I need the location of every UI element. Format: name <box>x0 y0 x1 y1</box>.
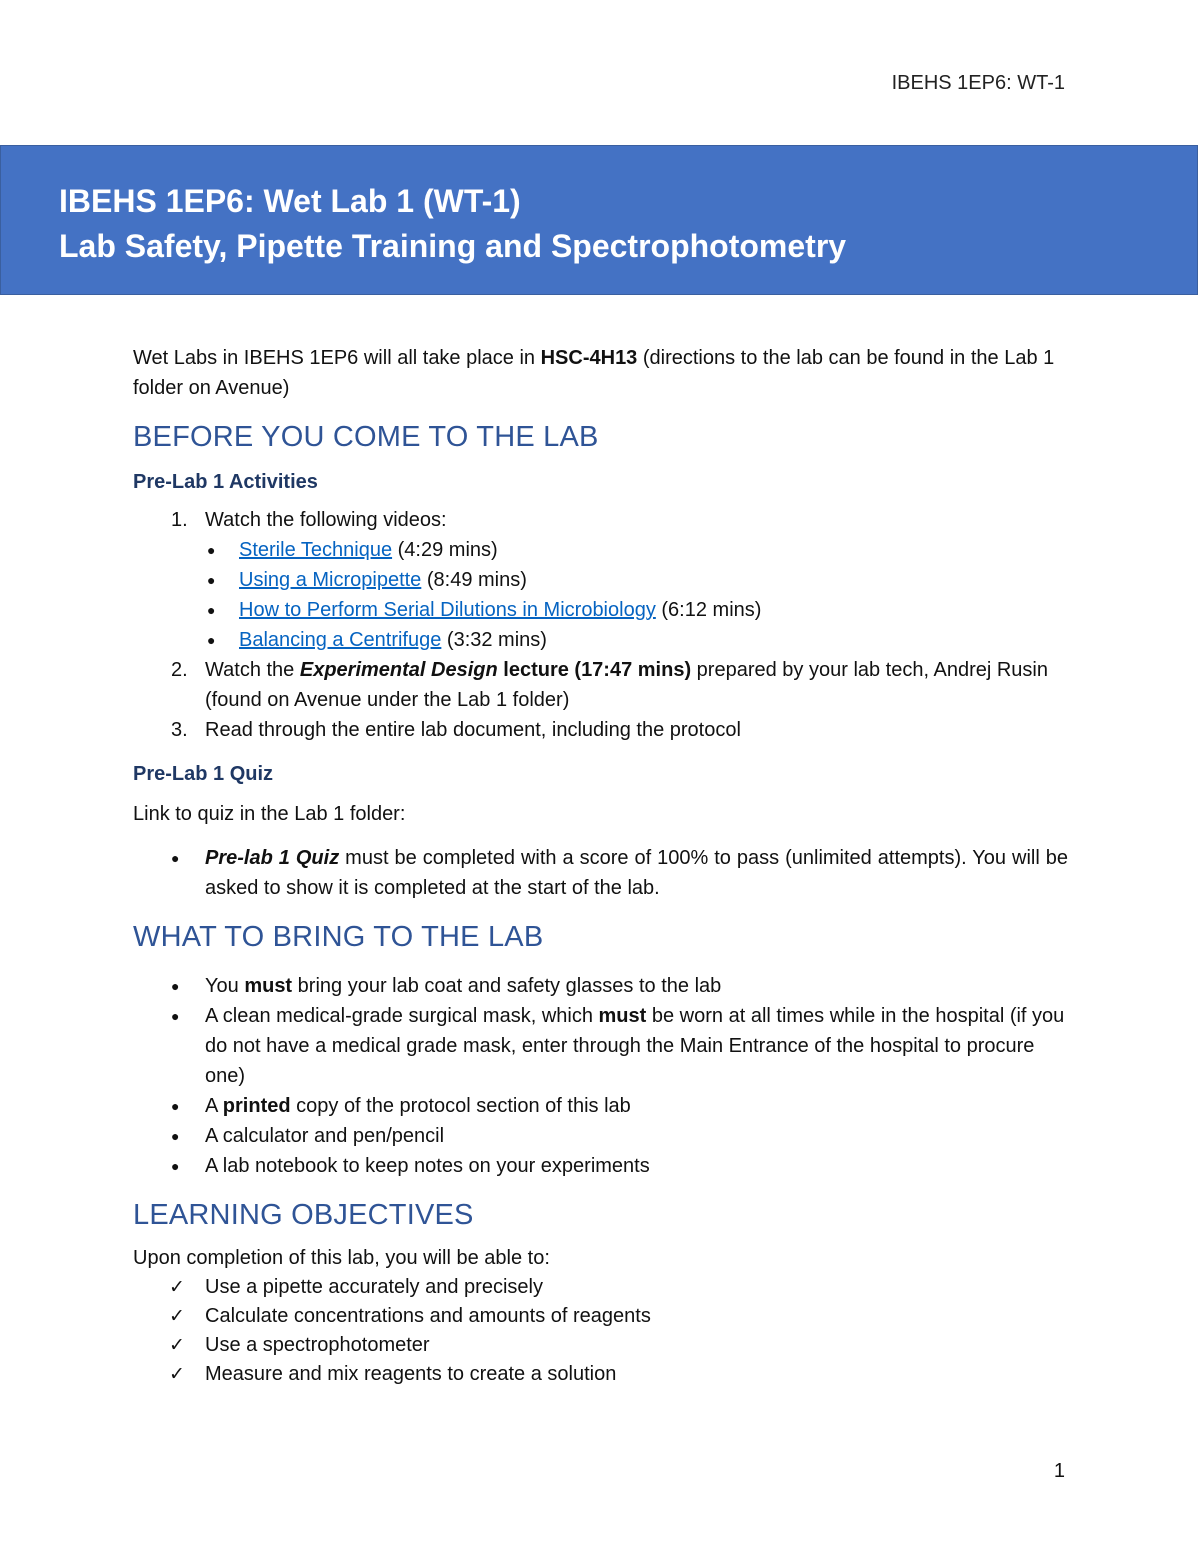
video-duration: (8:49 mins) <box>421 569 527 591</box>
lecture-title: Experimental Design <box>299 659 498 681</box>
quiz-list <box>133 843 1068 903</box>
video-item <box>205 565 1068 595</box>
step-text: Read through the entire lab document, including the protocol <box>205 719 741 741</box>
quiz-name: Pre-lab 1 Quiz <box>205 847 340 869</box>
document-body <box>133 343 1068 1389</box>
running-header: IBEHS 1EP6: WT-1 <box>891 72 1065 94</box>
step-number: 1. <box>171 509 188 531</box>
document-title: IBEHS 1EP6: Wet Lab 1 (WT-1) <box>59 183 521 219</box>
video-duration: (3:32 mins) <box>441 629 547 651</box>
step-item <box>133 505 1068 655</box>
quiz-intro: Link to quiz in the Lab 1 folder: <box>133 803 406 825</box>
check-icon: ✓ <box>169 1306 185 1327</box>
lab-room: HSC-4H13 <box>540 347 638 369</box>
bring-item: ● A clean medical-grade surgical mask, which must be worn at all times while in the hospital (if you do not have a medical grade mask, enter through the Main Entrance of the hospital to procure one) <box>133 1001 1068 1091</box>
bullet-icon: ● <box>207 572 216 588</box>
video-link-sterile-technique[interactable]: Sterile Technique <box>239 539 393 561</box>
objective-item: ✓ Measure and mix reagents to create a solution <box>133 1360 1068 1389</box>
bullet-icon: ● <box>207 542 216 558</box>
video-item <box>205 625 1068 655</box>
page-number: 1 <box>1053 1460 1065 1482</box>
objective-item: ✓ Use a spectrophotometer <box>133 1331 1068 1360</box>
bullet-icon: ● <box>207 632 216 648</box>
bring-item: ● A calculator and pen/pencil <box>133 1121 1068 1151</box>
step-item <box>133 715 1068 745</box>
prelab-quiz-heading: Pre-Lab 1 Quiz <box>133 763 274 785</box>
step-item: 2. Watch the Experimental Design lecture (17:47 mins) prepared by your lab tech, Andrej Rusin (found on Avenue under the Lab 1 folder) <box>133 655 1068 715</box>
bring-list <box>133 971 1068 1181</box>
bullet-icon: ● <box>171 1158 180 1174</box>
title-banner <box>0 145 1198 295</box>
intro-paragraph: Wet Labs in IBEHS 1EP6 will all take place in HSC-4H13 (directions to the lab can be found in the Lab 1 folder on Avenue) <box>133 347 1055 399</box>
document-subtitle: Lab Safety, Pipette Training and Spectrophotometry <box>59 228 847 264</box>
bring-heading: WHAT TO BRING TO THE LAB <box>133 921 544 953</box>
step-text: Watch the following videos: <box>205 509 447 531</box>
bullet-icon: ● <box>171 1008 180 1024</box>
video-item <box>205 595 1068 625</box>
step-number: 2. <box>171 659 188 681</box>
step-number: 3. <box>171 719 188 741</box>
check-icon: ✓ <box>169 1277 185 1298</box>
bring-item: ● A printed copy of the protocol section of this lab <box>133 1091 1068 1121</box>
bullet-icon: ● <box>171 978 180 994</box>
prelab-steps <box>133 505 1068 745</box>
check-icon: ✓ <box>169 1364 185 1385</box>
bullet-icon: ● <box>171 1098 180 1114</box>
objective-item: ✓ Calculate concentrations and amounts of reagents <box>133 1302 1068 1331</box>
prelab-activities-heading: Pre-Lab 1 Activities <box>133 471 318 493</box>
objectives-intro: Upon completion of this lab, you will be able to: <box>133 1247 550 1269</box>
objective-item: ✓ Use a pipette accurately and precisely <box>133 1273 1068 1302</box>
bullet-icon: ● <box>171 850 180 866</box>
video-duration: (6:12 mins) <box>655 599 762 621</box>
bullet-icon: ● <box>171 1128 180 1144</box>
video-link-centrifuge[interactable]: Balancing a Centrifuge <box>239 629 442 651</box>
bring-item: ● You must bring your lab coat and safety glasses to the lab <box>133 971 1068 1001</box>
video-duration: (4:29 mins) <box>392 539 498 561</box>
bring-item: ● A lab notebook to keep notes on your experiments <box>133 1151 1068 1181</box>
bullet-icon: ● <box>207 602 216 618</box>
video-link-serial-dilutions[interactable]: How to Perform Serial Dilutions in Microbiology <box>239 599 656 621</box>
video-link-micropipette[interactable]: Using a Micropipette <box>239 569 422 591</box>
objectives-heading: LEARNING OBJECTIVES <box>133 1199 474 1231</box>
video-list <box>205 535 1068 655</box>
check-icon: ✓ <box>169 1335 185 1356</box>
video-item <box>205 535 1068 565</box>
quiz-item: ● Pre-lab 1 Quiz must be completed with a score of 100% to pass (unlimited attempts). You will be asked to show it is completed at the start of the lab. <box>133 843 1068 903</box>
objectives-list <box>133 1273 1068 1389</box>
before-lab-heading: BEFORE YOU COME TO THE LAB <box>133 421 599 453</box>
